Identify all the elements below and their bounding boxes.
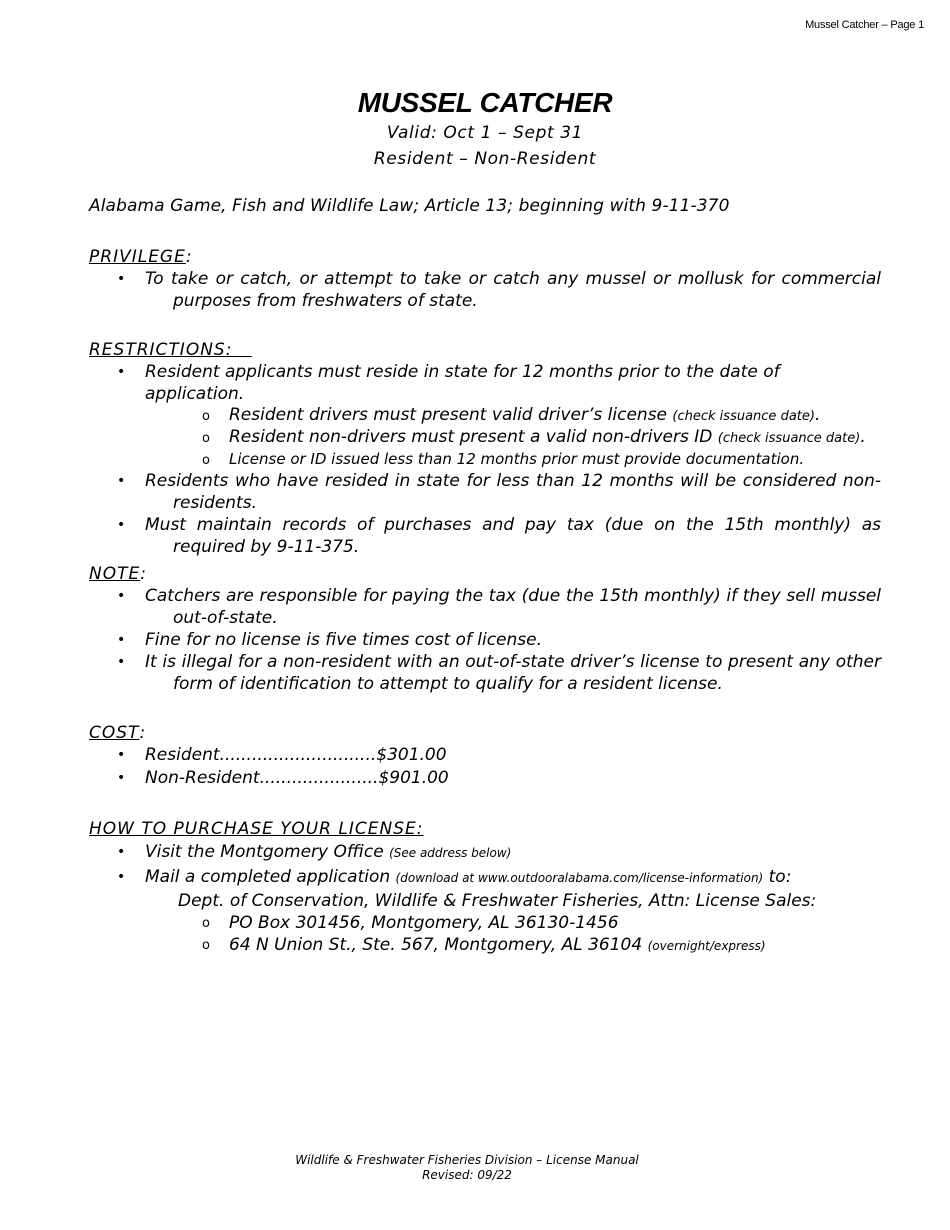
circle-bullet-icon: o [202, 431, 210, 446]
list-item [89, 767, 881, 790]
cost-nonresident: Non-Resident......................$901.00 [145, 768, 449, 788]
sub-list-item [89, 912, 881, 934]
bullet-icon: • [117, 517, 126, 533]
list-item [89, 514, 881, 558]
restriction-item: Residents who have resided in state for less than 12 months will be considered non-residents. [145, 471, 881, 513]
cost-colon: : [139, 723, 146, 743]
restrictions-heading: RESTRICTIONS: [89, 340, 233, 360]
note-item: It is illegal for a non-resident with an out-of-state driver’s license to present any other form of identification to attempt to qualify for a resident license. [145, 652, 881, 694]
list-item [89, 651, 881, 695]
privilege-heading: PRIVILEGE [89, 247, 186, 267]
title-block [0, 86, 950, 172]
page-header: Mussel Catcher – Page 1 [805, 19, 924, 31]
list-item [89, 268, 881, 312]
note-heading: NOTE [89, 564, 141, 584]
sub-item-note: (check issuance date) [717, 431, 861, 446]
list-item [89, 744, 881, 767]
note-section [89, 563, 881, 695]
bullet-icon: • [117, 654, 126, 670]
restrictions-section [89, 339, 881, 558]
list-item [89, 865, 881, 890]
purchase-mail-note: (download at www.outdooralabama.com/license-information) [395, 871, 764, 885]
list-item [89, 470, 881, 514]
sub-item-text: Resident drivers must present valid driver’s license [229, 405, 673, 425]
address-line: PO Box 301456, Montgomery, AL 36130-1456 [229, 913, 619, 933]
address-line: 64 N Union St., Ste. 567, Montgomery, AL 36104 [229, 935, 648, 955]
footer-revised: Revised: 09/22 [422, 1168, 512, 1182]
cost-heading: COST [89, 723, 140, 743]
bullet-icon: • [117, 770, 126, 786]
purchase-section [89, 818, 881, 957]
purchase-heading: HOW TO PURCHASE YOUR LICENSE: [89, 819, 424, 839]
validity-dates: Valid: Oct 1 – Sept 31 [386, 123, 584, 143]
bullet-icon: • [117, 364, 126, 380]
residency-types: Resident – Non-Resident [373, 149, 597, 169]
footer-line: Wildlife & Freshwater Fisheries Division – License Manual [295, 1153, 639, 1167]
purchase-mail-end: to: [763, 867, 792, 887]
circle-bullet-icon: o [202, 409, 210, 424]
law-reference: Alabama Game, Fish and Wildlife Law; Article 13; beginning with 9-11-370 [89, 196, 730, 216]
list-item [89, 361, 881, 405]
cost-section [89, 722, 881, 790]
restriction-item: Must maintain records of purchases and pay tax (due on the 15th monthly) as required by 9-11-375. [145, 515, 881, 557]
circle-bullet-icon: o [202, 916, 210, 931]
purchase-visit-note: (See address below) [389, 846, 512, 860]
bullet-icon: • [117, 473, 126, 489]
page-footer [0, 1153, 934, 1183]
address-note: (overnight/express) [647, 939, 766, 953]
sub-item-note: (check issuance date) [672, 409, 815, 424]
bullet-icon: • [117, 632, 126, 648]
note-colon: : [140, 564, 146, 584]
privilege-section [89, 246, 881, 312]
bullet-icon: • [117, 588, 126, 604]
sub-list-item [89, 427, 881, 449]
circle-bullet-icon: o [202, 938, 210, 953]
list-item [89, 585, 881, 629]
sub-item-text: License or ID issued less than 12 months prior must provide documentation. [229, 450, 805, 468]
bullet-icon: • [117, 844, 126, 860]
sub-list-item [89, 405, 881, 427]
bullet-icon: • [117, 271, 126, 287]
sub-list-item [89, 449, 881, 470]
cost-resident: Resident.............................$301.00 [145, 745, 447, 765]
bullet-icon: • [117, 869, 126, 885]
restriction-item: Resident applicants must reside in state for 12 months prior to the date of application. [145, 362, 780, 404]
sub-item-end: . [860, 427, 866, 447]
purchase-mail: Mail a completed application [145, 867, 396, 887]
privilege-item: To take or catch, or attempt to take or catch any mussel or mollusk for commercial purposes from freshwaters of state. [145, 269, 881, 311]
department-line: Dept. of Conservation, Wildlife & Freshwater Fisheries, Attn: License Sales: [178, 891, 817, 911]
purchase-visit: Visit the Montgomery Office [145, 842, 390, 862]
privilege-colon: : [185, 247, 192, 267]
bullet-icon: • [117, 747, 126, 763]
sub-list-item [89, 934, 881, 957]
list-item [89, 840, 881, 865]
circle-bullet-icon: o [202, 453, 210, 468]
sub-item-text: Resident non-drivers must present a valid non-drivers ID [229, 427, 718, 447]
sub-item-end: . [814, 405, 821, 425]
note-item: Catchers are responsible for paying the tax (due the 15th monthly) if they sell mussel out-of-state. [145, 586, 881, 628]
list-item [89, 629, 881, 651]
note-item: Fine for no license is five times cost of license. [145, 630, 543, 650]
page-title: MUSSEL CATCHER [357, 87, 613, 118]
